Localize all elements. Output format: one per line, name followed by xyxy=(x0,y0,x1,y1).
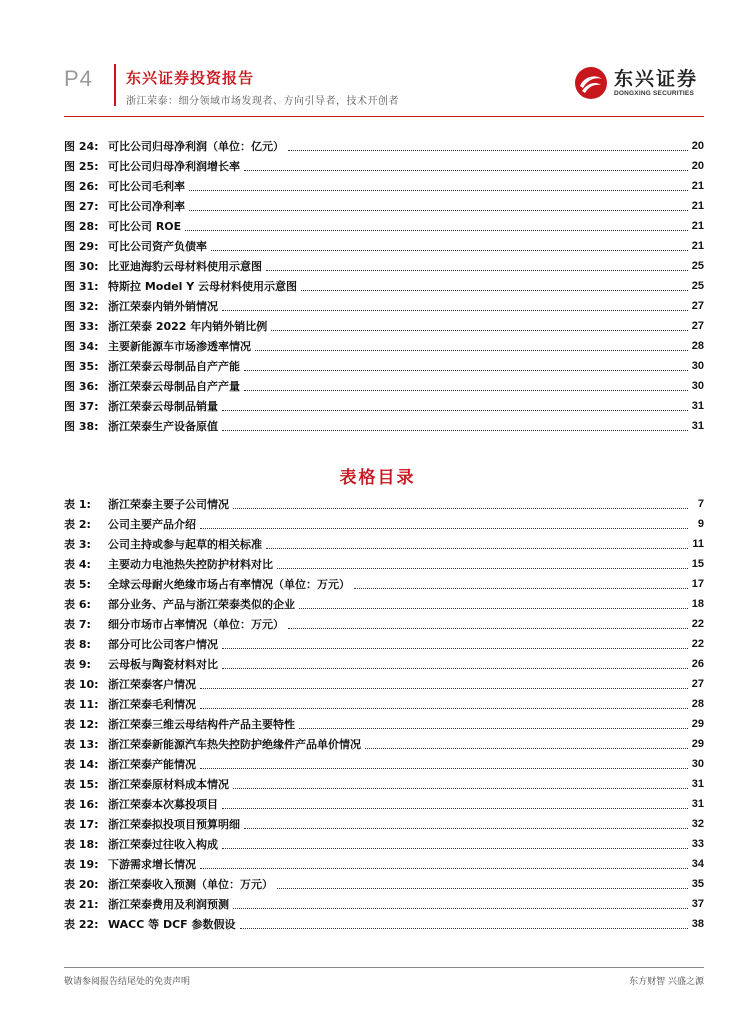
dot-leader xyxy=(200,708,688,709)
entry-page-number: 33 xyxy=(691,838,704,850)
entry-page-number: 18 xyxy=(691,598,704,610)
dot-leader xyxy=(185,230,688,231)
entry-page-number: 34 xyxy=(691,858,704,870)
table-entry[interactable] xyxy=(64,594,704,614)
figure-entry[interactable] xyxy=(64,256,704,276)
page-number: P4 xyxy=(64,66,93,91)
table-entry[interactable] xyxy=(64,714,704,734)
entry-title: 可比公司 ROE xyxy=(108,220,182,233)
dot-leader xyxy=(233,788,688,789)
entry-title: 可比公司资产负债率 xyxy=(108,240,207,253)
table-entry[interactable] xyxy=(64,894,704,914)
entry-title: 浙江荣泰云母制品销量 xyxy=(108,400,218,413)
entry-title: 特斯拉 Model Y 云母材料使用示意图 xyxy=(108,280,298,293)
entry-page-number: 11 xyxy=(692,538,704,550)
entry-page-number: 30 xyxy=(691,758,704,770)
entry-page-number: 7 xyxy=(697,498,704,510)
dot-leader xyxy=(271,330,688,331)
entry-title: 浙江荣泰客户情况 xyxy=(108,678,196,691)
entry-page-number: 20 xyxy=(691,160,704,172)
entry-label: 图 27: xyxy=(64,200,99,213)
entry-page-number: 27 xyxy=(691,320,704,332)
table-list xyxy=(64,494,704,934)
entry-page-number: 15 xyxy=(691,558,704,570)
dot-leader xyxy=(255,350,688,351)
entry-page-number: 21 xyxy=(691,200,704,212)
entry-page-number: 21 xyxy=(691,240,704,252)
entry-page-number: 17 xyxy=(691,578,704,590)
entry-page-number: 20 xyxy=(691,140,704,152)
entry-title: 浙江荣泰毛利情况 xyxy=(108,698,196,711)
header-divider xyxy=(114,64,116,106)
footer-rule xyxy=(64,967,704,968)
entry-title: 浙江荣泰内销外销情况 xyxy=(108,300,218,313)
entry-label: 表 14: xyxy=(64,758,99,771)
entry-label: 图 31: xyxy=(64,280,99,293)
figure-entry[interactable] xyxy=(64,136,704,156)
entry-label: 图 34: xyxy=(64,340,99,353)
entry-title: 云母板与陶瓷材料对比 xyxy=(108,658,218,671)
entry-label: 表 7: xyxy=(64,618,91,631)
dot-leader xyxy=(222,430,688,431)
entry-page-number: 38 xyxy=(691,918,704,930)
table-entry[interactable] xyxy=(64,554,704,574)
table-entry[interactable] xyxy=(64,874,704,894)
entry-page-number: 22 xyxy=(691,638,704,650)
entry-page-number: 26 xyxy=(691,658,704,670)
dot-leader xyxy=(240,928,688,929)
dot-leader xyxy=(299,608,688,609)
dot-leader xyxy=(277,568,688,569)
dot-leader xyxy=(211,250,688,251)
entry-title: 可比公司归母净利润增长率 xyxy=(108,160,240,173)
figure-entry[interactable] xyxy=(64,276,704,296)
dot-leader xyxy=(288,628,688,629)
entry-page-number: 21 xyxy=(691,220,704,232)
table-entry[interactable] xyxy=(64,514,704,534)
entry-page-number: 30 xyxy=(691,380,704,392)
entry-title: 下游需求增长情况 xyxy=(108,858,196,871)
entry-label: 图 37: xyxy=(64,400,99,413)
entry-title: WACC 等 DCF 参数假设 xyxy=(108,918,236,931)
entry-title: 浙江荣泰费用及利润预测 xyxy=(108,898,229,911)
dot-leader xyxy=(222,848,688,849)
dot-leader xyxy=(200,688,688,689)
entry-label: 图 29: xyxy=(64,240,99,253)
entry-title: 浙江荣泰主要子公司情况 xyxy=(108,498,229,511)
entry-label: 图 24: xyxy=(64,140,99,153)
entry-title: 浙江荣泰产能情况 xyxy=(108,758,196,771)
entry-page-number: 29 xyxy=(691,718,704,730)
table-entry[interactable] xyxy=(64,734,704,754)
table-entry[interactable] xyxy=(64,774,704,794)
entry-title: 比亚迪海豹云母材料使用示意图 xyxy=(108,260,262,273)
entry-label: 表 6: xyxy=(64,598,91,611)
entry-page-number: 25 xyxy=(691,260,704,272)
entry-title: 浙江荣泰本次募投项目 xyxy=(108,798,218,811)
entry-label: 表 3: xyxy=(64,538,91,551)
figure-entry[interactable] xyxy=(64,156,704,176)
entry-label: 表 12: xyxy=(64,718,99,731)
dot-leader xyxy=(200,768,688,769)
dot-leader xyxy=(299,728,688,729)
entry-page-number: 28 xyxy=(691,340,704,352)
entry-label: 图 33: xyxy=(64,320,99,333)
entry-label: 图 28: xyxy=(64,220,99,233)
entry-title: 浙江荣泰过往收入构成 xyxy=(108,838,218,851)
entry-page-number: 35 xyxy=(691,878,704,890)
table-entry[interactable] xyxy=(64,534,704,554)
dot-leader xyxy=(222,668,688,669)
entry-label: 表 17: xyxy=(64,818,99,831)
entry-label: 表 8: xyxy=(64,638,91,651)
entry-title: 浙江荣泰收入预测（单位：万元） xyxy=(108,878,273,891)
logo-mark-icon xyxy=(574,66,608,100)
figure-entry[interactable] xyxy=(64,376,704,396)
dot-leader xyxy=(244,390,688,391)
dot-leader xyxy=(233,908,688,909)
figure-entry[interactable] xyxy=(64,236,704,256)
logo-chinese-name: 东兴证券 xyxy=(614,68,699,90)
entry-title: 浙江荣泰三维云母结构件产品主要特性 xyxy=(108,718,295,731)
entry-label: 图 25: xyxy=(64,160,99,173)
dot-leader xyxy=(189,210,688,211)
entry-label: 表 19: xyxy=(64,858,99,871)
dot-leader xyxy=(288,150,688,151)
table-entry[interactable] xyxy=(64,694,704,714)
entry-label: 图 35: xyxy=(64,360,99,373)
entry-title: 部分业务、产品与浙江荣泰类似的企业 xyxy=(108,598,295,611)
entry-title: 可比公司归母净利润（单位：亿元） xyxy=(108,140,284,153)
table-entry[interactable] xyxy=(64,634,704,654)
entry-label: 表 15: xyxy=(64,778,99,791)
entry-label: 表 16: xyxy=(64,798,99,811)
table-entry[interactable] xyxy=(64,754,704,774)
figure-entry[interactable] xyxy=(64,216,704,236)
entry-label: 表 1: xyxy=(64,498,91,511)
figure-entry[interactable] xyxy=(64,296,704,316)
header-rule xyxy=(64,116,704,117)
entry-label: 表 5: xyxy=(64,578,91,591)
dot-leader xyxy=(244,828,688,829)
entry-page-number: 27 xyxy=(691,678,704,690)
entry-page-number: 31 xyxy=(691,798,704,810)
logo-english-name: DONGXING SECURITIES xyxy=(614,90,695,97)
figure-entry[interactable] xyxy=(64,176,704,196)
dot-leader xyxy=(266,548,688,549)
table-entry[interactable] xyxy=(64,674,704,694)
table-entry[interactable] xyxy=(64,834,704,854)
entry-title: 浙江荣泰新能源汽车热失控防护绝缘件产品单价情况 xyxy=(108,738,361,751)
dot-leader xyxy=(301,290,688,291)
table-entry[interactable] xyxy=(64,654,704,674)
entry-page-number: 28 xyxy=(691,698,704,710)
figure-entry[interactable] xyxy=(64,196,704,216)
report-brand-title: 东兴证券投资报告 xyxy=(126,69,255,87)
dot-leader xyxy=(222,648,688,649)
entry-label: 表 10: xyxy=(64,678,99,691)
entry-title: 浙江荣泰 2022 年内销外销比例 xyxy=(108,320,268,333)
entry-page-number: 9 xyxy=(697,518,704,530)
entry-label: 图 32: xyxy=(64,300,99,313)
entry-page-number: 30 xyxy=(691,360,704,372)
entry-label: 表 22: xyxy=(64,918,99,931)
entry-title: 浙江荣泰原材料成本情况 xyxy=(108,778,229,791)
entry-label: 表 20: xyxy=(64,878,99,891)
footer-disclaimer: 敬请参阅报告结尾处的免责声明 xyxy=(64,977,191,987)
entry-title: 主要新能源车市场渗透率情况 xyxy=(108,340,251,353)
entry-label: 图 26: xyxy=(64,180,99,193)
entry-title: 可比公司净利率 xyxy=(108,200,185,213)
dot-leader xyxy=(266,270,688,271)
entry-page-number: 31 xyxy=(691,400,704,412)
entry-title: 细分市场市占率情况（单位：万元） xyxy=(108,618,284,631)
figure-entry[interactable] xyxy=(64,356,704,376)
company-logo xyxy=(574,62,704,104)
entry-label: 表 4: xyxy=(64,558,91,571)
dot-leader xyxy=(189,190,688,191)
table-entry[interactable] xyxy=(64,854,704,874)
dot-leader xyxy=(200,868,688,869)
table-entry[interactable] xyxy=(64,794,704,814)
entry-page-number: 27 xyxy=(691,300,704,312)
table-entry[interactable] xyxy=(64,614,704,634)
table-entry[interactable] xyxy=(64,574,704,594)
dot-leader xyxy=(354,588,688,589)
entry-label: 表 21: xyxy=(64,898,99,911)
entry-title: 浙江荣泰拟投项目预算明细 xyxy=(108,818,240,831)
dot-leader xyxy=(244,370,688,371)
entry-page-number: 22 xyxy=(691,618,704,630)
report-subtitle: 浙江荣泰：细分领域市场发现者、方向引导者，技术开创者 xyxy=(126,96,399,107)
figure-list xyxy=(64,136,704,436)
dot-leader xyxy=(222,310,688,311)
entry-label: 图 36: xyxy=(64,380,99,393)
table-entry[interactable] xyxy=(64,814,704,834)
figure-entry[interactable] xyxy=(64,336,704,356)
entry-title: 浙江荣泰生产设备原值 xyxy=(108,420,218,433)
entry-page-number: 21 xyxy=(691,180,704,192)
dot-leader xyxy=(277,888,688,889)
entry-title: 全球云母耐火绝缘市场占有率情况（单位：万元） xyxy=(108,578,350,591)
figure-entry[interactable] xyxy=(64,396,704,416)
entry-title: 部分可比公司客户情况 xyxy=(108,638,218,651)
entry-label: 表 13: xyxy=(64,738,99,751)
entry-title: 主要动力电池热失控防护材料对比 xyxy=(108,558,273,571)
entry-title: 公司主要产品介绍 xyxy=(108,518,196,531)
dot-leader xyxy=(200,528,688,529)
figure-entry[interactable] xyxy=(64,416,704,436)
entry-page-number: 32 xyxy=(691,818,704,830)
entry-label: 图 38: xyxy=(64,420,99,433)
dot-leader xyxy=(222,808,688,809)
entry-page-number: 31 xyxy=(691,420,704,432)
entry-title: 浙江荣泰云母制品自产产量 xyxy=(108,380,240,393)
entry-title: 公司主持或参与起草的相关标准 xyxy=(108,538,262,551)
entry-label: 表 9: xyxy=(64,658,91,671)
entry-label: 表 2: xyxy=(64,518,91,531)
entry-label: 表 11: xyxy=(64,698,99,711)
table-entry[interactable] xyxy=(64,914,704,934)
entry-label: 图 30: xyxy=(64,260,99,273)
page-header xyxy=(0,0,755,120)
dot-leader xyxy=(365,748,688,749)
tables-section-heading: 表格目录 xyxy=(339,468,416,488)
entry-page-number: 37 xyxy=(691,898,704,910)
entry-title: 浙江荣泰云母制品自产产能 xyxy=(108,360,240,373)
entry-title: 可比公司毛利率 xyxy=(108,180,185,193)
entry-page-number: 31 xyxy=(691,778,704,790)
entry-page-number: 25 xyxy=(691,280,704,292)
footer-slogan: 东方财智 兴盛之源 xyxy=(629,977,704,987)
entry-label: 表 18: xyxy=(64,838,99,851)
dot-leader xyxy=(222,410,688,411)
dot-leader xyxy=(233,508,688,509)
table-entry[interactable] xyxy=(64,494,704,514)
figure-entry[interactable] xyxy=(64,316,704,336)
dot-leader xyxy=(244,170,688,171)
entry-page-number: 29 xyxy=(691,738,704,750)
